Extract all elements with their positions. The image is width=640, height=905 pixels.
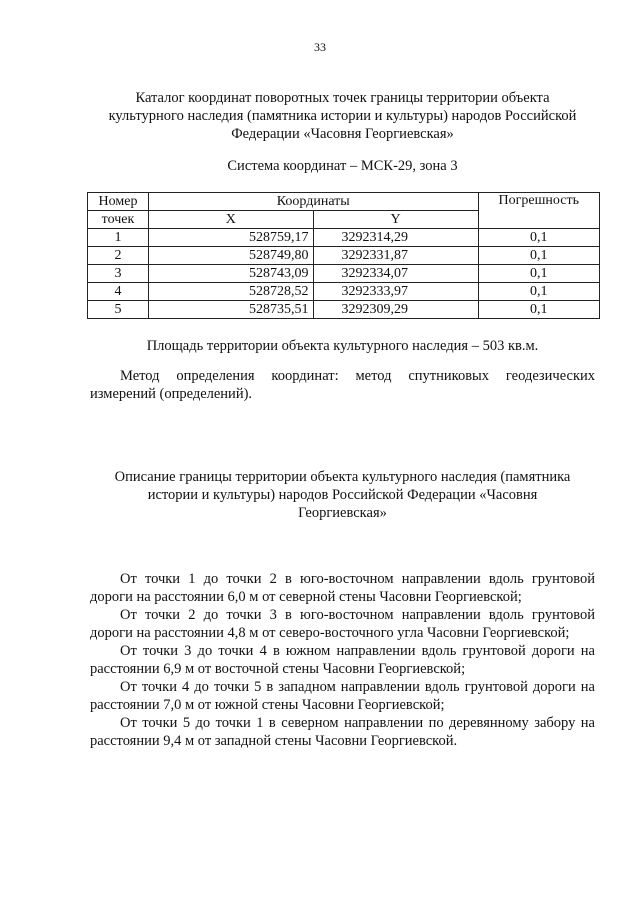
point-number: 3 [88, 265, 149, 283]
error-value: 0,1 [478, 229, 600, 247]
table-header-row [88, 193, 600, 211]
boundary-segment-paragraph: От точки 3 до точки 4 в южном направлении вдоль грунтовой дороги на расстоянии 6,9 м от восточной стены Часовни Георгиевской; [90, 643, 595, 677]
x-value: 528728,52 [149, 283, 314, 301]
point-number: 4 [88, 283, 149, 301]
y-value: 3292309,29 [313, 301, 478, 319]
description-body [90, 570, 595, 750]
table-row [88, 265, 600, 283]
x-value: 528749,80 [149, 247, 314, 265]
y-value: 3292331,87 [313, 247, 478, 265]
table-row [88, 283, 600, 301]
error-value: 0,1 [478, 301, 600, 319]
boundary-segment-paragraph: От точки 1 до точки 2 в юго-восточном направлении вдоль грунтовой дороги на расстоянии 6,0 м от северной стены Часовни Георгиевской; [90, 571, 595, 605]
error-value: 0,1 [478, 283, 600, 301]
description-title-line: истории и культуры) народов Российской Федерации «Часовня [147, 487, 538, 503]
point-number: 5 [88, 301, 149, 319]
table-row [88, 247, 600, 265]
x-value: 528735,51 [149, 301, 314, 319]
header-y: Y [313, 211, 478, 229]
error-value: 0,1 [478, 247, 600, 265]
header-coordinates: Координаты [149, 193, 479, 211]
table-row [88, 301, 600, 319]
page-number: 33 [314, 40, 326, 54]
header-x: X [149, 211, 314, 229]
y-value: 3292333,97 [313, 283, 478, 301]
catalog-title-line: культурного наследия (памятника истории и культуры) народов Российской [108, 108, 577, 124]
method-paragraph: Метод определения координат: метод спутниковых геодезических измерений (определений). [90, 368, 595, 402]
x-value: 528743,09 [149, 265, 314, 283]
header-error: Погрешность [478, 193, 600, 229]
description-title-line: Описание границы территории объекта культурного наследия (памятника [114, 469, 571, 485]
table-row [88, 229, 600, 247]
description-title-line: Георгиевская» [298, 505, 387, 521]
point-number: 2 [88, 247, 149, 265]
boundary-segment-paragraph: От точки 2 до точки 3 в юго-восточном направлении вдоль грунтовой дороги на расстоянии 4,8 м от северо-восточного угла Часовни Георгиевской; [90, 607, 595, 641]
y-value: 3292334,07 [313, 265, 478, 283]
point-number: 1 [88, 229, 149, 247]
error-value: 0,1 [478, 265, 600, 283]
coordinates-table [87, 192, 600, 319]
y-value: 3292314,29 [313, 229, 478, 247]
header-points: точек [88, 211, 149, 229]
coordinate-system-label: Система координат – МСК-29, зона 3 [227, 158, 458, 174]
description-title [90, 468, 595, 522]
boundary-segment-paragraph: От точки 4 до точки 5 в западном направлении вдоль грунтовой дороги на расстоянии 7,0 м от южной стены Часовни Георгиевской; [90, 679, 595, 713]
x-value: 528759,17 [149, 229, 314, 247]
catalog-title-line: Федерации «Часовня Георгиевская» [231, 126, 454, 142]
area-text: Площадь территории объекта культурного наследия – 503 кв.м. [146, 338, 539, 354]
catalog-title-line: Каталог координат поворотных точек границы территории объекта [135, 90, 550, 106]
header-number: Номер [88, 193, 149, 211]
catalog-title [90, 89, 595, 143]
boundary-segment-paragraph: От точки 5 до точки 1 в северном направлении по деревянному забору на расстоянии 9,4 м от западной стены Часовни Георгиевской. [90, 715, 595, 749]
